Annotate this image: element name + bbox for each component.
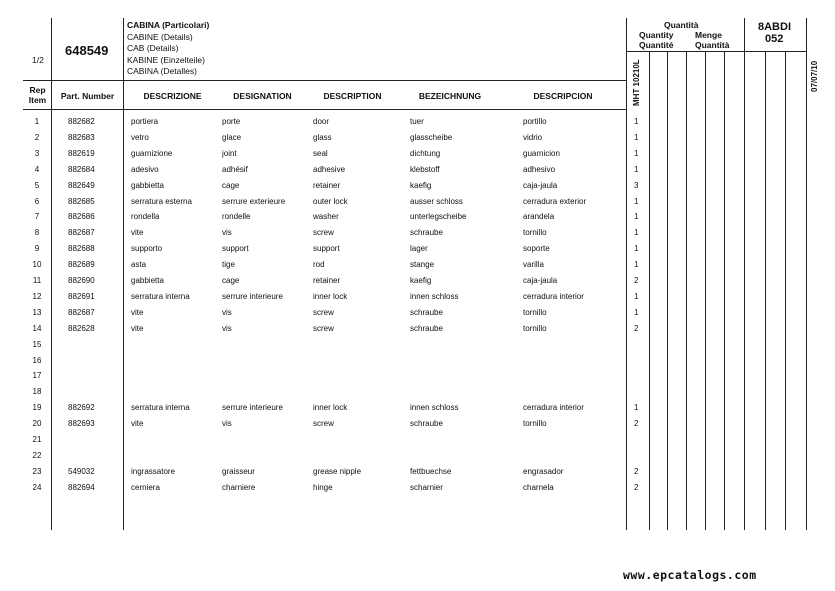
rep-cell: 6 [34, 196, 40, 206]
rep-cell: 16 [32, 355, 42, 365]
description-cell: glass [313, 132, 332, 142]
quantity-cell: 1 [634, 307, 639, 317]
quantity-cell: 1 [634, 148, 639, 158]
rep-cell: 18 [32, 387, 42, 397]
part-number-cell: 882687 [68, 307, 95, 317]
column-header-rep-word: Rep [29, 85, 46, 95]
title-line: CABINA (Detalles) [127, 66, 197, 77]
descrizione-cell: vite [131, 228, 144, 238]
designation-cell: glace [222, 132, 242, 142]
designation-cell: vis [222, 228, 232, 238]
column-header-part-number: Part. Number [60, 91, 115, 101]
designation-cell: vis [222, 307, 232, 317]
descripcion-cell: caja-jaula [523, 276, 558, 285]
rep-cell: 17 [32, 371, 42, 381]
part-number-cell: 882619 [68, 148, 95, 158]
descripcion-cell: charnela [523, 482, 554, 492]
part-number-cell: 882684 [68, 164, 95, 174]
descrizione-cell: vite [131, 419, 144, 429]
bezeichnung-cell: dichtung [410, 148, 441, 158]
description-cell: support [313, 244, 340, 254]
qty-label-fr: Quantité [639, 40, 674, 50]
descripcion-cell: tornillo [523, 419, 547, 429]
description-cell: screw [313, 419, 334, 429]
rep-cell: 5 [34, 180, 40, 190]
part-number-cell: 882693 [68, 419, 95, 429]
descrizione-cell: serratura interna [131, 291, 190, 301]
descrizione-cell: supporto [131, 244, 163, 254]
bezeichnung-cell: unterlegscheibe [410, 212, 467, 222]
part-number-cell: 882683 [68, 132, 95, 142]
bezeichnung-cell: schraube [410, 307, 443, 317]
quantity-cell: 1 [634, 260, 639, 270]
description-cell: adhesive [313, 164, 346, 174]
descrizione-cell: vite [131, 307, 144, 317]
title-line: KABINE (Einzelteile) [127, 54, 205, 65]
qty-label-de: Menge [695, 30, 722, 40]
quantity-cell: 1 [634, 164, 639, 174]
column-header-description: DESCRIPTION [323, 91, 382, 101]
column-header-bezeichnung: BEZEICHNUNG [418, 91, 482, 101]
rep-cell: 1 [34, 117, 40, 126]
descrizione-cell: asta [131, 260, 147, 270]
quantity-cell: 1 [634, 132, 639, 142]
part-number-cell: 882628 [68, 323, 95, 333]
page-indicator: 1/2 [32, 55, 44, 65]
part-number-cell: 882690 [68, 276, 95, 285]
quantity-cell: 2 [634, 482, 639, 492]
quantity-cell: 1 [634, 196, 639, 206]
bezeichnung-cell: tuer [410, 117, 424, 126]
bezeichnung-cell: klebstoff [410, 164, 440, 174]
quantity-cell: 2 [634, 419, 639, 429]
group-number: 648549 [65, 43, 109, 58]
rep-cell: 15 [32, 339, 42, 349]
quantity-cell: 1 [634, 244, 639, 254]
descrizione-cell: ingrassatore [131, 466, 176, 476]
bezeichnung-cell: fettbuechse [410, 466, 452, 476]
rep-cell: 20 [32, 419, 42, 429]
description-cell: outer lock [313, 196, 348, 206]
description-cell: inner lock [313, 291, 348, 301]
part-number-cell: 882682 [68, 117, 95, 126]
descrizione-cell: adesivo [131, 164, 159, 174]
designation-cell: joint [222, 148, 237, 158]
designation-cell: adhésif [222, 164, 248, 174]
descripcion-cell: tornillo [523, 323, 547, 333]
qty-label-es: Quantità [695, 40, 730, 50]
title-line: CABINA (Particolari) [127, 20, 210, 30]
descripcion-cell: soporte [523, 244, 550, 254]
bezeichnung-cell: scharnier [410, 482, 443, 492]
quantity-cell: 1 [634, 291, 639, 301]
column-header-descrizione: DESCRIZIONE [143, 91, 202, 101]
sheet-date: 07/07/10 [810, 60, 819, 92]
rep-cell: 23 [32, 466, 42, 476]
part-number-cell: 882688 [68, 244, 95, 254]
rep-cell: 3 [34, 148, 40, 158]
description-cell: retainer [313, 276, 341, 285]
column-header-rep [24, 85, 51, 105]
quantity-cell: 2 [634, 323, 639, 333]
bezeichnung-cell: innen schloss [410, 291, 459, 301]
descripcion-cell: tornillo [523, 307, 547, 317]
descrizione-cell: serratura interna [131, 403, 190, 413]
descrizione-cell: guarnizione [131, 148, 173, 158]
rep-cell: 13 [32, 307, 42, 317]
descrizione-cell: portiera [131, 117, 159, 126]
quantity-cell: 1 [634, 403, 639, 413]
description-cell: rod [313, 260, 325, 270]
bezeichnung-cell: stange [410, 260, 435, 270]
bezeichnung-cell: kaefig [410, 180, 432, 190]
quantity-cell: 3 [634, 180, 639, 190]
descrizione-cell: cerniera [131, 482, 160, 492]
title-line: CABINE (Details) [127, 31, 193, 42]
description-cell: inner lock [313, 403, 348, 413]
rep-cell: 12 [32, 291, 42, 301]
column-header-descripcion: DESCRIPCION [533, 91, 593, 101]
designation-cell: cage [222, 276, 240, 285]
designation-cell: rondelle [222, 212, 251, 222]
part-number-cell: 882685 [68, 196, 95, 206]
rep-cell: 11 [32, 276, 42, 285]
bezeichnung-cell: kaefig [410, 276, 432, 285]
rep-cell: 24 [32, 482, 42, 492]
rep-cell: 4 [34, 164, 40, 174]
descrizione-cell: rondella [131, 212, 160, 222]
descripcion-cell: arandela [523, 212, 555, 222]
column-header-designation: DESIGNATION [233, 91, 292, 101]
part-number-cell: 882686 [68, 212, 95, 222]
descrizione-cell: gabbietta [131, 180, 164, 190]
part-number-cell: 882687 [68, 228, 95, 238]
descripcion-cell: cerradura interior [523, 403, 584, 413]
quantity-cell: 1 [634, 228, 639, 238]
title-block [127, 20, 209, 78]
bezeichnung-cell: schraube [410, 419, 443, 429]
designation-cell: graisseur [222, 466, 255, 476]
part-number-cell: 882689 [68, 260, 95, 270]
descripcion-cell: caja-jaula [523, 180, 558, 190]
description-cell: retainer [313, 180, 341, 190]
descrizione-cell: serratura esterna [131, 196, 192, 206]
designation-cell: serrure interieure [222, 403, 283, 413]
description-cell: grease nipple [313, 466, 362, 476]
descripcion-cell: vidrio [523, 132, 543, 142]
quantity-cell: 2 [634, 466, 639, 476]
bezeichnung-cell: schraube [410, 323, 443, 333]
code-top: 8ABDI [758, 21, 792, 33]
bezeichnung-cell: schraube [410, 228, 443, 238]
designation-cell: serrure exterieure [222, 196, 286, 206]
bezeichnung-cell: lager [410, 244, 428, 254]
descripcion-cell: cerradura exterior [523, 196, 587, 206]
rep-cell: 19 [32, 403, 42, 413]
description-cell: screw [313, 323, 334, 333]
rep-cell: 7 [34, 212, 40, 222]
rep-cell: 10 [32, 260, 42, 270]
quantity-cell: 1 [634, 212, 639, 222]
description-cell: door [313, 117, 330, 126]
descripcion-cell: adhesivo [523, 164, 556, 174]
designation-cell: tige [222, 260, 235, 270]
descripcion-cell: guarnicion [523, 148, 560, 158]
part-number-cell: 549032 [68, 466, 95, 476]
description-cell: hinge [313, 482, 333, 492]
description-cell: washer [313, 212, 339, 222]
part-number-cell: 882694 [68, 482, 95, 492]
rep-cell: 2 [34, 132, 40, 142]
descrizione-cell: gabbietta [131, 276, 164, 285]
part-number-cell: 882691 [68, 291, 95, 301]
code-bottom: 052 [765, 33, 784, 45]
quantity-cell: 2 [634, 276, 639, 285]
rep-cell: 14 [32, 323, 42, 333]
designation-cell: charniere [222, 482, 256, 492]
descripcion-cell: engrasador [523, 466, 564, 476]
bezeichnung-cell: glasscheibe [410, 132, 453, 142]
part-number-cell: 882649 [68, 180, 95, 190]
descripcion-cell: portillo [523, 117, 547, 126]
rep-cell: 8 [34, 228, 40, 238]
descripcion-cell: tornillo [523, 228, 547, 238]
title-line: CAB (Details) [127, 43, 179, 54]
qty-label-en: Quantity [639, 30, 674, 40]
column-header-rep-word: Item [28, 95, 47, 105]
rep-cell: 9 [34, 244, 40, 254]
bezeichnung-cell: innen schloss [410, 403, 459, 413]
designation-cell: cage [222, 180, 240, 190]
quantity-cell: 1 [634, 117, 639, 126]
designation-cell: porte [222, 117, 241, 126]
descrizione-cell: vite [131, 323, 144, 333]
part-number-cell: 882692 [68, 403, 95, 413]
description-cell: screw [313, 307, 334, 317]
qty-label-it: Quantità [664, 20, 699, 30]
designation-cell: serrure interieure [222, 291, 283, 301]
description-cell: seal [313, 148, 328, 158]
designation-cell: vis [222, 323, 232, 333]
description-cell: screw [313, 228, 334, 238]
descrizione-cell: vetro [131, 132, 149, 142]
footer-site[interactable]: www.epcatalogs.com [623, 568, 757, 582]
descripcion-cell: varilla [523, 260, 544, 270]
descripcion-cell: cerradura interior [523, 291, 584, 301]
rep-cell: 21 [32, 435, 42, 444]
designation-cell: vis [222, 419, 232, 429]
model-code: MHT 10210L [632, 59, 641, 106]
designation-cell: support [222, 244, 249, 254]
bezeichnung-cell: ausser schloss [410, 196, 463, 206]
rep-cell: 22 [32, 450, 42, 460]
